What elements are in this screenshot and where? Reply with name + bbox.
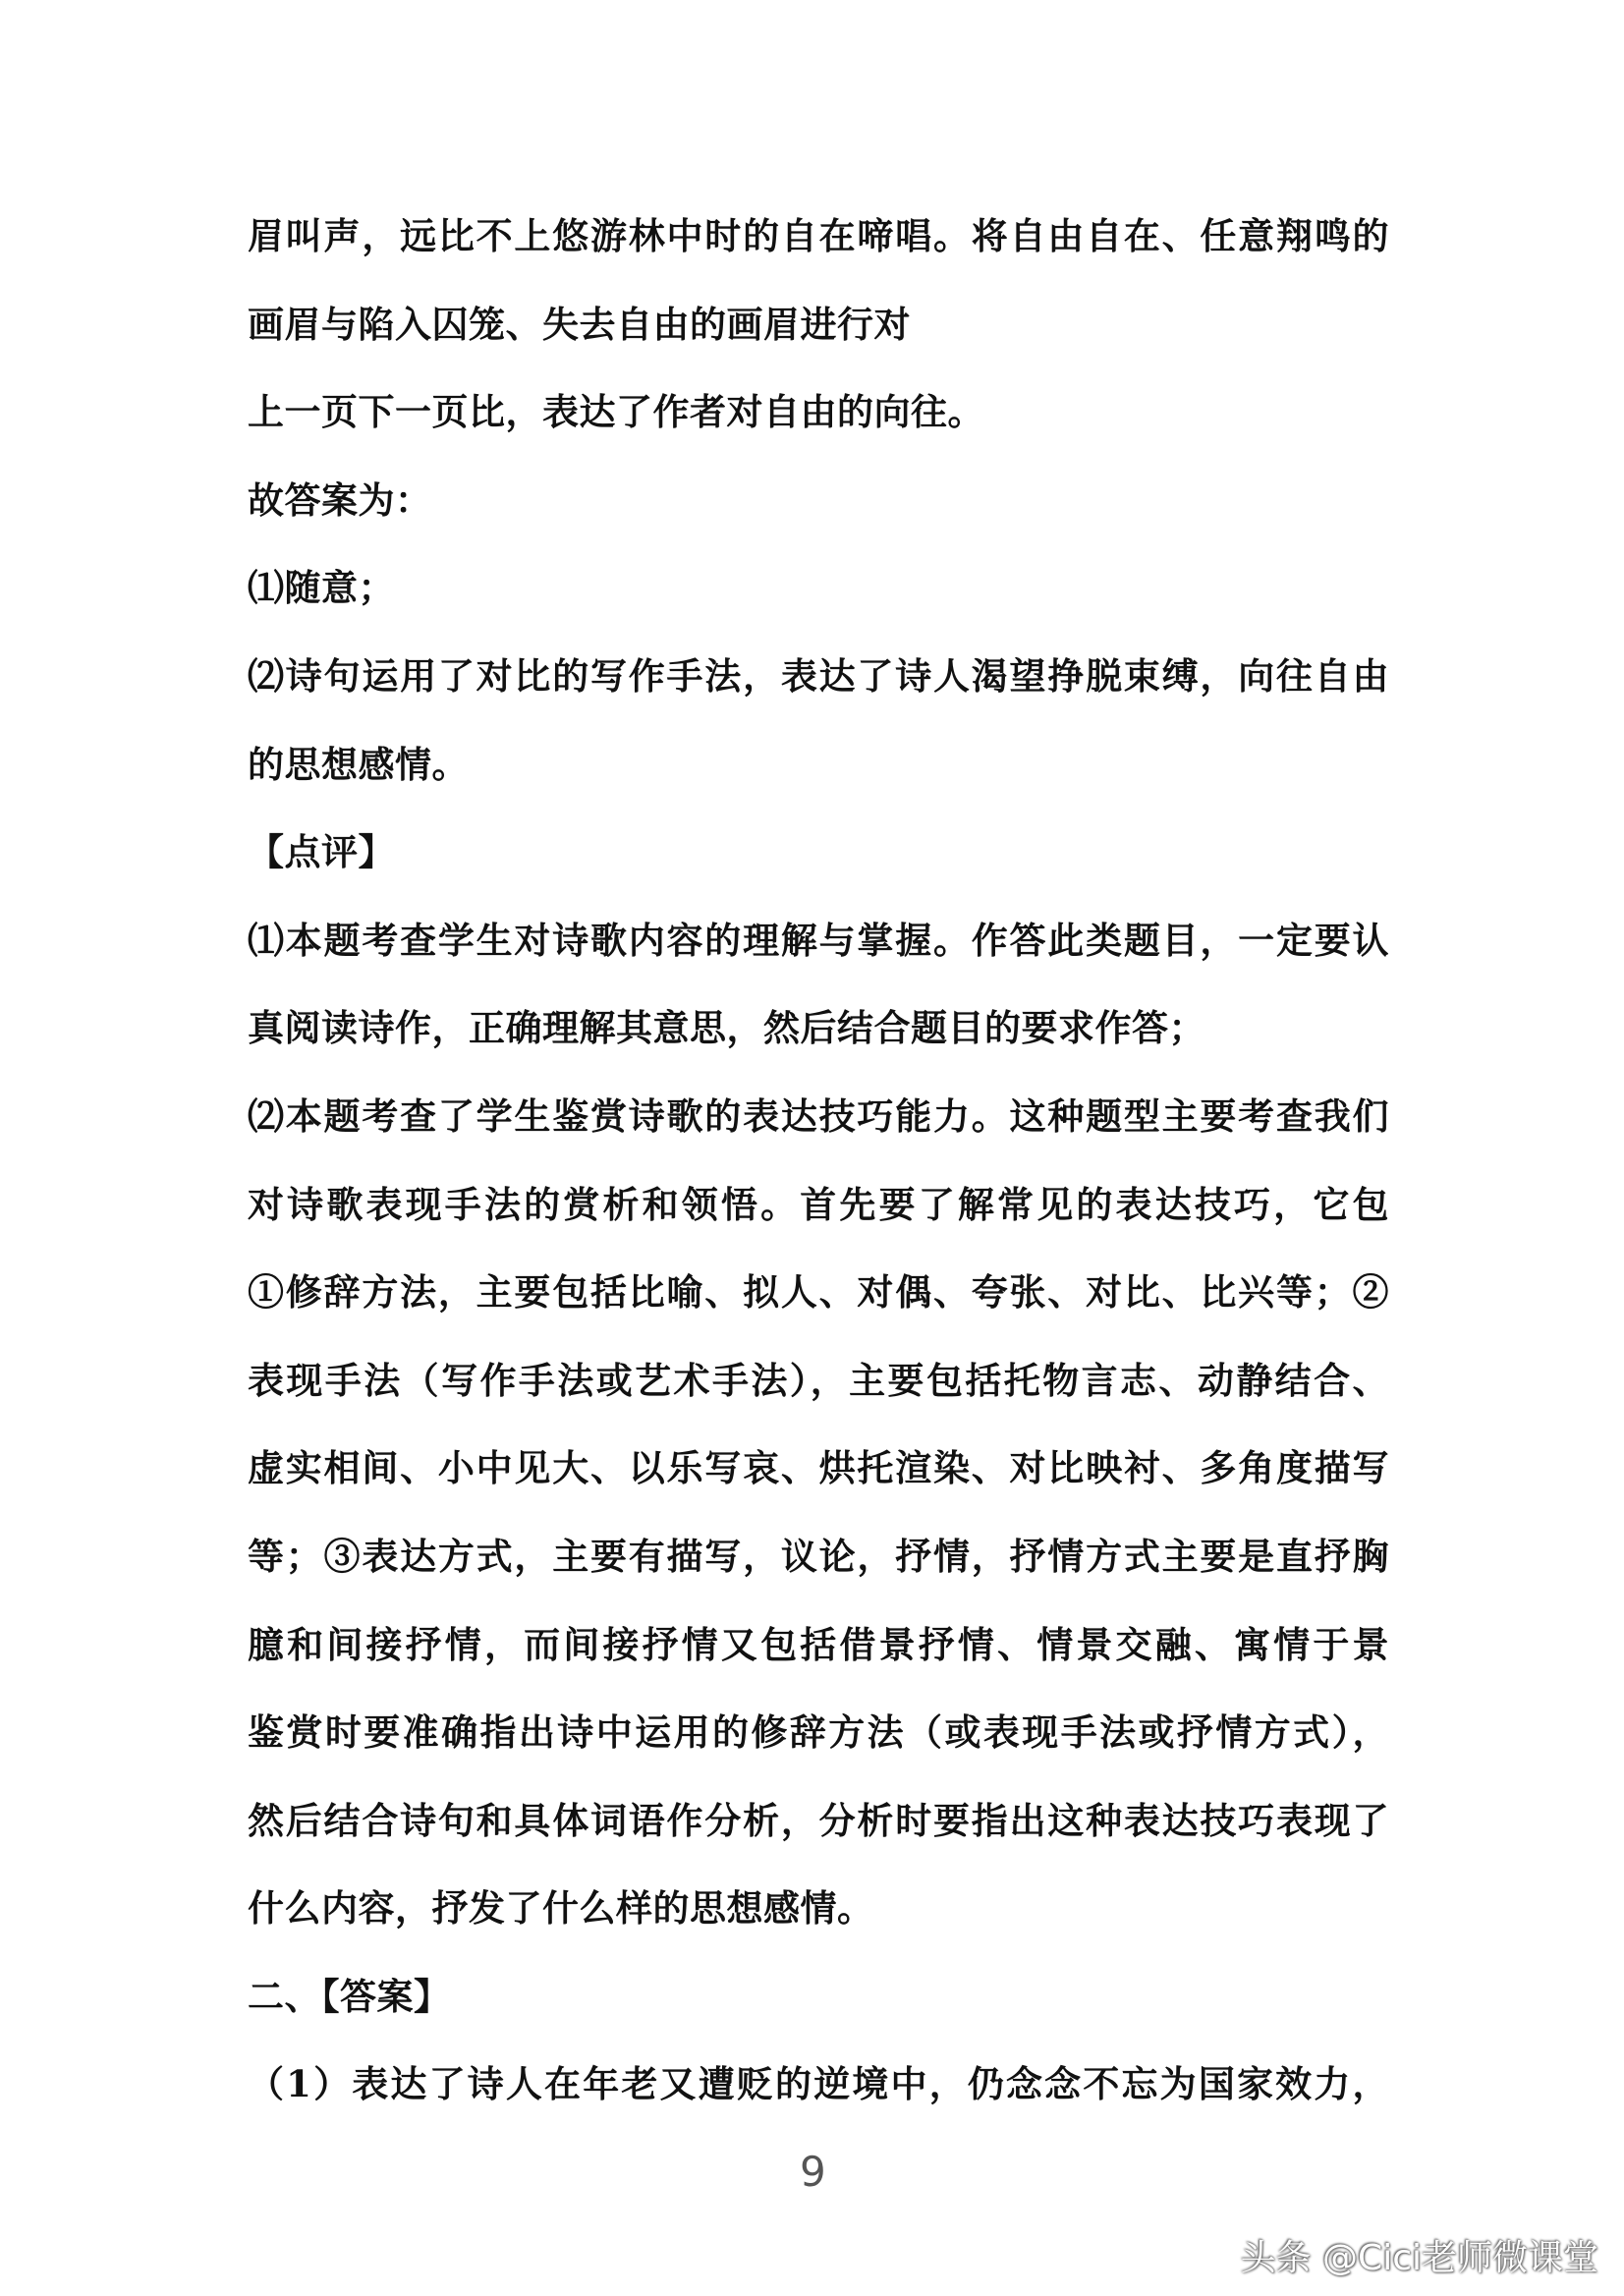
review-item-1: ⑴本题考查学生对诗歌内容的理解与掌握。作答此类题目，一定要认 <box>248 918 1389 962</box>
review-item-2-line-7: 臆和间接抒情，而间接抒情又包括借景抒情、情景交融、寓情于景 <box>248 1622 1389 1666</box>
review-item-2-line-6: 等；③表达方式，主要有描写，议论，抒情，抒情方式主要是直抒胸 <box>248 1534 1389 1578</box>
review-item-2-line-4: 表现手法（写作手法或艺术手法），主要包括托物言志、动静结合、 <box>248 1358 1389 1402</box>
text-line-3: 上一页下一页比，表达了作者对自由的向往。 <box>248 390 984 434</box>
review-item-2-line-8: 鉴赏时要准确指出诗中运用的修辞方法（或表现手法或抒情方式）， <box>248 1710 1389 1755</box>
answer-item-2-cont: 的思想感情。 <box>248 742 469 786</box>
review-item-2-line-5: 虚实相间、小中见大、以乐写哀、烘托渲染、对比映衬、多角度描写 <box>248 1446 1389 1490</box>
answer-item-2: ⑵诗句运用了对比的写作手法，表达了诗人渴望挣脱束缚，向往自由 <box>248 653 1389 698</box>
review-item-2: ⑵本题考查了学生鉴赏诗歌的表达技巧能力。这种题型主要考查我们 <box>248 1093 1389 1138</box>
text-line-2: 画眉与陷入囚笼、失去自由的画眉进行对 <box>248 302 911 346</box>
section-two-heading: 二、【答案】 <box>248 1974 451 2018</box>
review-item-2-line-2: 对诗歌表现手法的赏析和领悟。首先要了解常见的表达技巧，它包 <box>248 1182 1389 1226</box>
review-item-2-line-10: 什么内容，抒发了什么样的思想感情。 <box>248 1886 874 1931</box>
review-item-2-line-3: ①修辞方法，主要包括比喻、拟人、对偶、夸张、对比、比兴等；② <box>248 1270 1389 1315</box>
section-two-answer-1: （1）表达了诗人在年老又遭贬的逆境中，仍念念不忘为国家效力， <box>248 2062 1389 2106</box>
page-number: 9 <box>800 2148 826 2196</box>
review-item-1-cont: 真阅读诗作，正确理解其意思，然后结合题目的要求作答； <box>248 1006 1205 1050</box>
review-item-2-line-9: 然后结合诗句和具体词语作分析，分析时要指出这种表达技巧表现了 <box>248 1798 1389 1842</box>
review-heading: 【点评】 <box>248 830 395 874</box>
answer-item-1: ⑴随意； <box>248 566 395 610</box>
answer-heading: 故答案为： <box>248 477 432 522</box>
watermark: 头条 @Cici老师微课堂 <box>1240 2238 1598 2278</box>
document-body <box>248 193 1389 2129</box>
text-line-1: 眉叫声，远比不上悠游林中时的自在啼唱。将自由自在、任意翔鸣的 <box>248 214 1389 257</box>
